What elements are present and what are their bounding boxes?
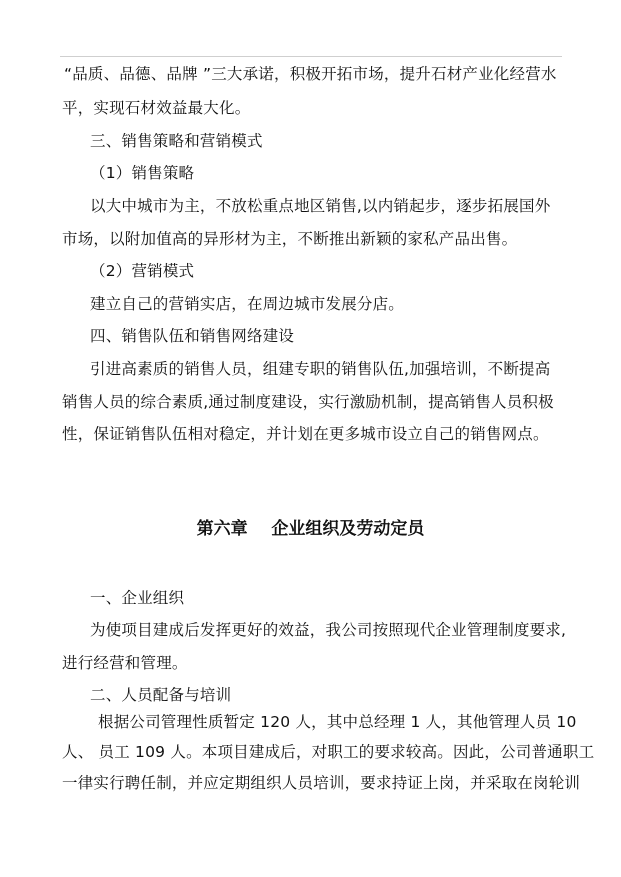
paragraph-line: 建立自己的营销实店，在周边城市发展分店。	[90, 295, 405, 313]
paragraph-line: 市场，以附加值高的异形材为主，不断推出新颖的家私产品出售。	[62, 230, 518, 248]
header-divider	[60, 56, 562, 57]
section-heading: 三、销售策略和营销模式	[90, 132, 263, 150]
paragraph-line: 性，保证销售队伍相对稳定，并计划在更多城市设立自己的销售网点。	[62, 425, 549, 443]
section-heading: 二、人员配备与培训	[90, 686, 232, 704]
paragraph-line: 进行经营和管理。	[62, 654, 188, 672]
chapter-title: 第六章 企业组织及劳动定员	[196, 519, 425, 539]
paragraph-line: 销售人员的综合素质,通过制度建设，实行激励机制，提高销售人员积极	[62, 393, 554, 411]
section-heading: 一、企业组织	[90, 589, 185, 607]
subsection-heading: （2）营销模式	[90, 262, 195, 280]
paragraph-line: 人、 员工 109 人。本项目建成后，对职工的要求较高。因此，公司普通职工	[62, 743, 595, 761]
paragraph-line: “品质、品德、品牌 ”三大承诺，积极开拓市场，提升石材产业化经营水	[64, 65, 557, 83]
paragraph-line: 一律实行聘任制，并应定期组织人员培训，要求持证上岗，并采取在岗轮训	[62, 774, 581, 792]
paragraph-line: 平，实现石材效益最大化。	[62, 99, 251, 117]
paragraph-line: 引进高素质的销售人员，组建专职的销售队伍,加强培训，不断提高	[90, 360, 551, 378]
paragraph-line: 以大中城市为主，不放松重点地区销售,以内销起步，逐步拓展国外	[90, 197, 551, 215]
paragraph-line: 根据公司管理性质暂定 120 人，其中总经理 1 人，其他管理人员 10	[98, 713, 577, 731]
subsection-heading: （1）销售策略	[90, 164, 195, 182]
section-heading: 四、销售队伍和销售网络建设	[90, 327, 295, 345]
paragraph-line: 为使项目建成后发挥更好的效益，我公司按照现代企业管理制度要求,	[90, 621, 567, 639]
